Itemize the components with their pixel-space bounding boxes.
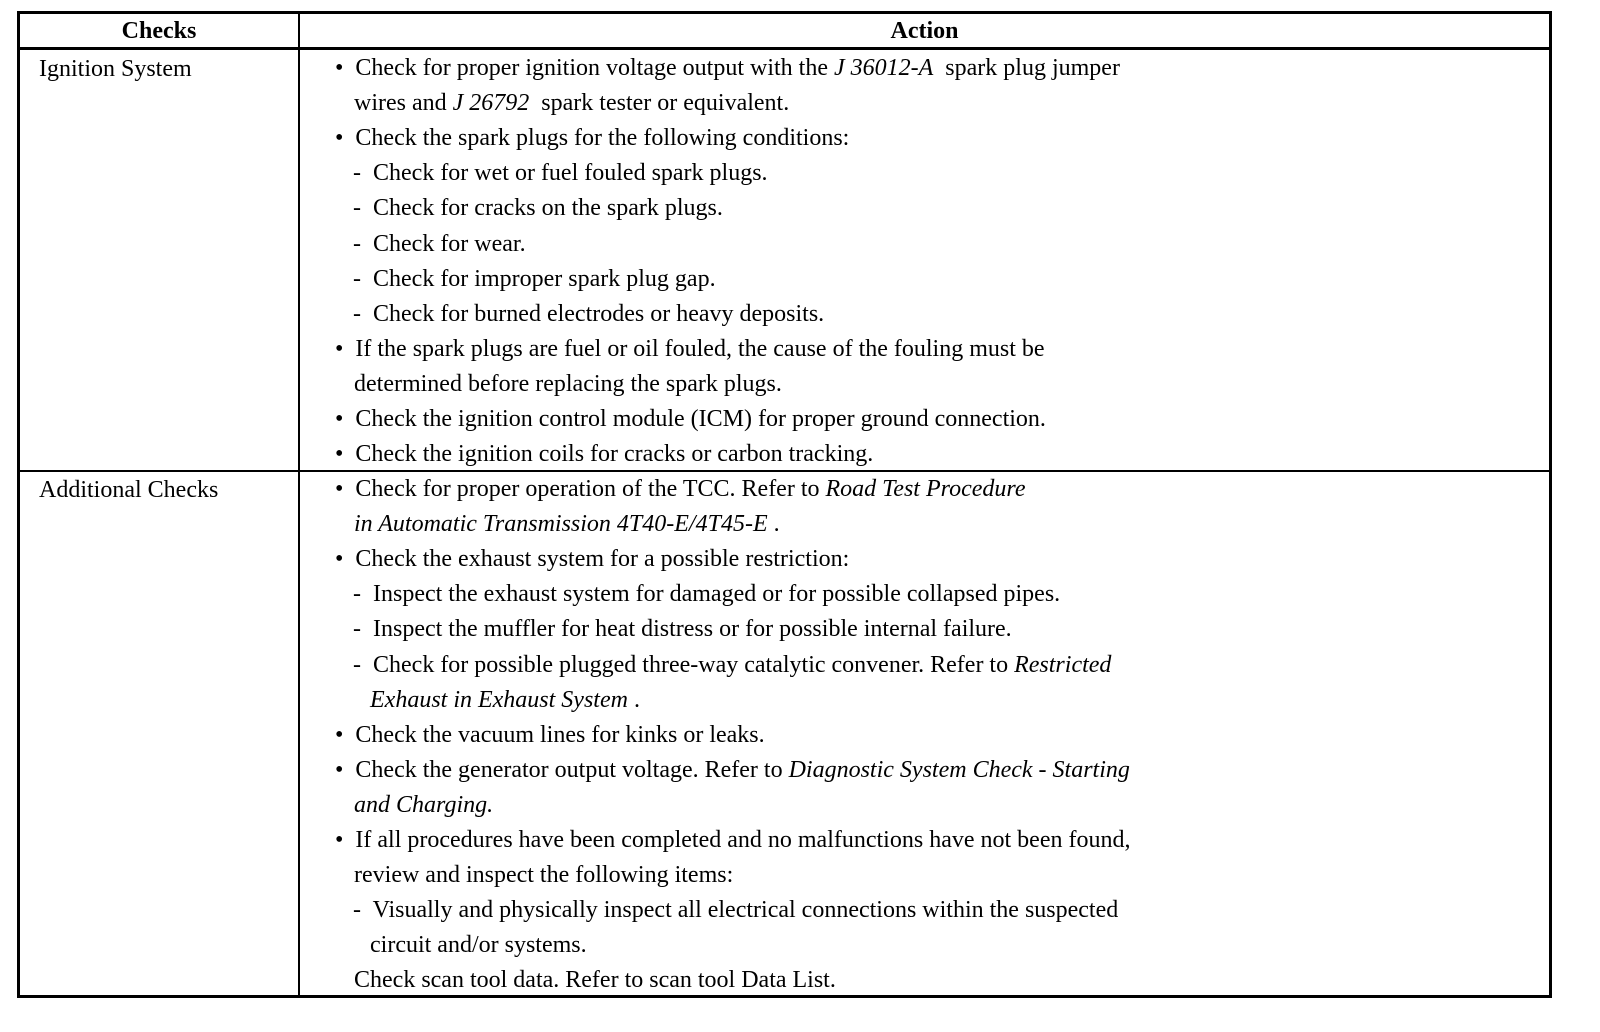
action-line bbox=[354, 858, 1549, 893]
action-text: Check the exhaust system for a possible restriction: bbox=[355, 546, 850, 573]
action-text: determined before replacing the spark plugs. bbox=[354, 370, 782, 397]
action-text: Check for wear. bbox=[373, 230, 526, 257]
action-text: Check for wet or fuel fouled spark plugs. bbox=[373, 160, 768, 187]
action-line bbox=[354, 507, 1549, 542]
action-line bbox=[353, 227, 1549, 262]
action-line bbox=[335, 542, 1549, 577]
action-line bbox=[353, 297, 1549, 332]
dash-marker: - bbox=[353, 195, 361, 222]
action-text: Check for proper operation of the TCC. Refer to bbox=[355, 476, 826, 502]
header-checks: Checks bbox=[121, 18, 197, 44]
bullet-marker: • bbox=[335, 476, 344, 502]
action-text: If all procedures have been completed and no malfunctions have not been found, bbox=[355, 827, 1131, 853]
action-text: wires and bbox=[354, 90, 453, 117]
action-text: Check the ignition control module (ICM) for proper ground connection. bbox=[355, 406, 1046, 432]
reference-text: Restricted bbox=[1014, 651, 1112, 678]
action-text: Check for burned electrodes or heavy deposits. bbox=[373, 300, 825, 327]
action-text: Check scan tool data. Refer to scan tool Data List. bbox=[354, 967, 836, 994]
action-text: spark plug jumper bbox=[933, 55, 1120, 81]
action-text: Check the spark plugs for the following conditions: bbox=[355, 125, 850, 152]
action-line bbox=[335, 718, 1549, 753]
action-text: Check the generator output voltage. Refer to bbox=[355, 756, 789, 783]
action-line bbox=[353, 191, 1549, 226]
reference-text: Diagnostic System Check - Starting bbox=[788, 756, 1130, 783]
action-line bbox=[370, 683, 1549, 718]
action-line bbox=[335, 823, 1549, 858]
action-line bbox=[354, 963, 1549, 998]
action-line bbox=[353, 577, 1549, 612]
action-line bbox=[335, 402, 1549, 437]
action-text: spark tester or equivalent. bbox=[529, 90, 790, 117]
action-text: Visually and physically inspect all electrical connections within the suspected bbox=[372, 897, 1119, 924]
bullet-marker: • bbox=[335, 441, 344, 468]
action-text: Check the ignition coils for cracks or carbon tracking. bbox=[355, 441, 874, 468]
action-text: Check the vacuum lines for kinks or leaks. bbox=[355, 721, 765, 748]
action-text: Check for improper spark plug gap. bbox=[373, 265, 716, 292]
action-line bbox=[335, 51, 1549, 86]
action-line bbox=[335, 472, 1549, 507]
bullet-marker: • bbox=[335, 756, 344, 783]
bullet-marker: • bbox=[335, 125, 344, 152]
action-line bbox=[335, 753, 1549, 788]
action-line bbox=[353, 262, 1549, 297]
action-line bbox=[354, 86, 1549, 121]
action-text: Check for proper ignition voltage output with the bbox=[355, 55, 834, 81]
action-line bbox=[353, 893, 1549, 928]
action-text: Inspect the exhaust system for damaged or for possible collapsed pipes. bbox=[373, 581, 1061, 608]
check-label-additional-checks: Additional Checks bbox=[39, 477, 219, 503]
reference-text: J 26792 bbox=[452, 90, 530, 117]
dash-marker: - bbox=[353, 230, 361, 257]
dash-marker: - bbox=[353, 897, 361, 924]
action-line bbox=[335, 437, 1549, 472]
dash-marker: - bbox=[353, 160, 361, 187]
action-line bbox=[354, 367, 1549, 402]
action-line bbox=[353, 648, 1549, 683]
bullet-marker: • bbox=[335, 721, 344, 748]
dash-marker: - bbox=[353, 265, 361, 292]
action-text: Check for cracks on the spark plugs. bbox=[373, 195, 723, 222]
bullet-marker: • bbox=[335, 827, 344, 853]
check-label-ignition-system: Ignition System bbox=[39, 56, 192, 82]
action-line bbox=[354, 788, 1549, 823]
diagnostic-checks-table bbox=[17, 11, 1552, 998]
reference-text: Road Test Procedure bbox=[825, 476, 1026, 502]
bullet-marker: • bbox=[335, 335, 344, 362]
dash-marker: - bbox=[353, 300, 361, 327]
dash-marker: - bbox=[353, 581, 361, 608]
reference-text: and Charging. bbox=[354, 791, 494, 818]
action-text: . bbox=[767, 511, 780, 538]
bullet-marker: • bbox=[335, 55, 344, 81]
action-line bbox=[353, 156, 1549, 191]
action-text: circuit and/or systems. bbox=[370, 932, 587, 959]
dash-marker: - bbox=[353, 651, 361, 678]
dash-marker: - bbox=[353, 616, 361, 643]
column-divider bbox=[298, 14, 300, 995]
bullet-marker: • bbox=[335, 406, 344, 432]
header-action: Action bbox=[890, 18, 959, 44]
bullet-marker: • bbox=[335, 546, 344, 573]
reference-text: Exhaust in Exhaust System bbox=[370, 686, 628, 713]
action-text: If the spark plugs are fuel or oil fouled, the cause of the fouling must be bbox=[355, 335, 1045, 362]
action-line bbox=[353, 612, 1549, 647]
reference-text: in Automatic Transmission 4T40-E/4T45-E bbox=[354, 511, 768, 538]
action-text: Check for possible plugged three-way catalytic convener. Refer to bbox=[373, 651, 1015, 678]
action-line bbox=[335, 332, 1549, 367]
action-line bbox=[370, 928, 1549, 963]
action-text: review and inspect the following items: bbox=[354, 862, 734, 889]
header-rule bbox=[20, 47, 1549, 50]
action-line bbox=[335, 121, 1549, 156]
reference-text: J 36012-A bbox=[833, 55, 934, 81]
action-text: . bbox=[627, 686, 640, 713]
action-text: Inspect the muffler for heat distress or for possible internal failure. bbox=[373, 616, 1012, 643]
